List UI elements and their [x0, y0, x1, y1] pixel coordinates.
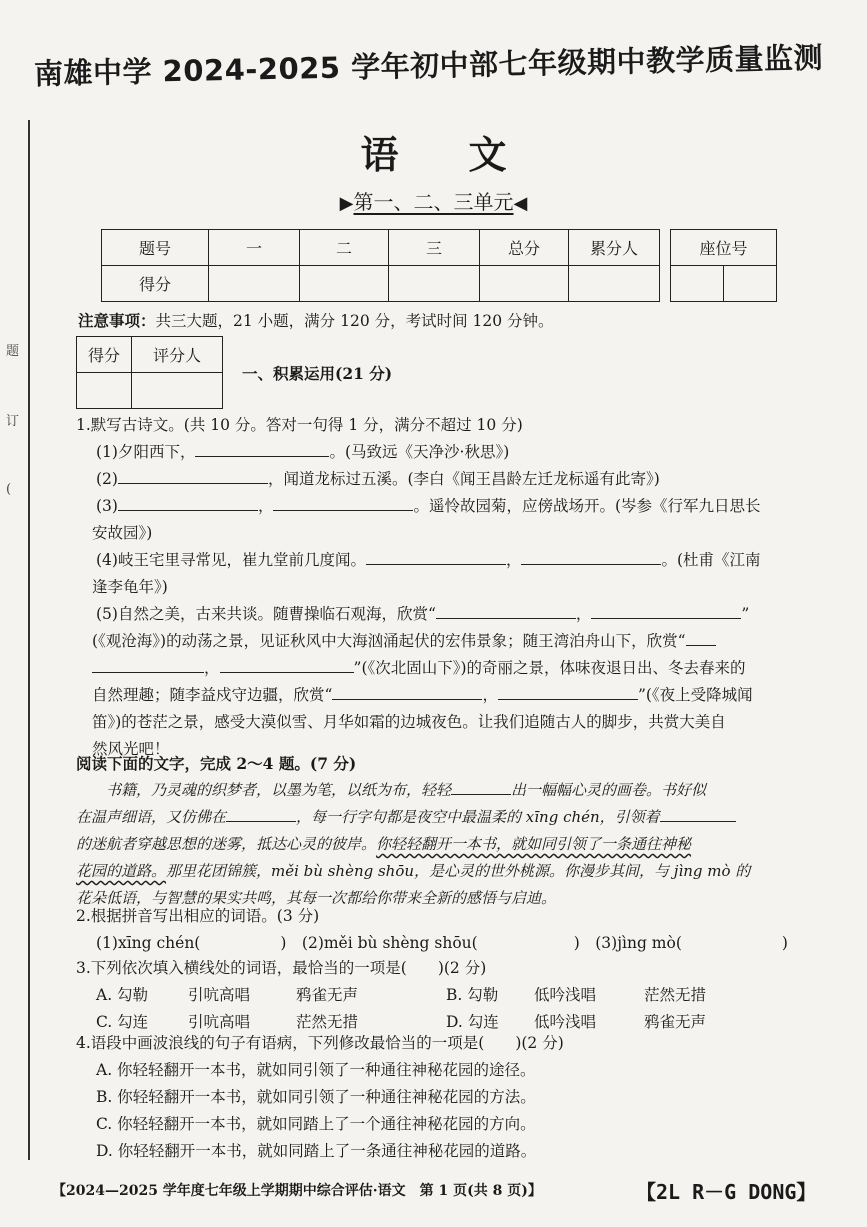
grader-score-label: 得分	[77, 337, 132, 373]
score-cell[interactable]	[209, 266, 300, 302]
q1-item-4: (4)岐王宅里寻常见，崔九堂前几度闻。 ， 。(杜甫《江南	[96, 551, 761, 569]
q1-item-5-l2: (《观沧海》)的动荡之景，见证秋风中大海汹涌起伏的宏伟景象；随王湾泊舟山下，欣赏“	[76, 628, 802, 655]
q2-stem: 2.根据拼音写出相应的词语。(3 分)	[76, 907, 320, 925]
reading-stem: 阅读下面的文字，完成 2～4 题。(7 分)	[76, 754, 357, 773]
q1-item-5-l3: ， ”(《次北固山下》)的奇丽之景，体味夜退日出、冬去春来的	[76, 655, 802, 682]
passage-line-5: 花朵低语，与智慧的果实共鸣，其每一次都给你带来全新的感悟与启迪。	[76, 889, 557, 907]
footer-code: 【2L R－G DONG】	[636, 1180, 817, 1204]
units-line	[0, 186, 867, 215]
option-d-idiom1: 低吟浅唱	[534, 1013, 597, 1031]
grader-table	[76, 336, 223, 409]
notice-label: 注意事项：	[78, 311, 156, 330]
answer-blank[interactable]	[273, 495, 413, 511]
page-footer: 【2024—2025 学年度七年级上学期期中综合评估·语文 第 1 页(共 8 页)】	[52, 1183, 542, 1199]
score-header-cell: 总分	[480, 230, 569, 266]
score-table	[101, 229, 660, 302]
answer-blank[interactable]	[195, 441, 329, 457]
option-d-idiom2: 鸦雀无声	[644, 1013, 707, 1031]
question-1	[76, 412, 802, 763]
q1-item-4-cont: 逢李龟年》)	[92, 578, 168, 596]
answer-blank[interactable]	[686, 630, 716, 646]
q4-option-a[interactable]: A. 你轻轻翻开一本书，就如同引领了一种通往神秘花园的途径。	[96, 1061, 536, 1079]
question-4	[76, 1030, 802, 1165]
option-d-word[interactable]: D. 勾连	[446, 1013, 499, 1031]
seat-cell[interactable]	[671, 266, 724, 302]
score-row-label: 得分	[102, 266, 209, 302]
q1-item-5-l6: 然风光吧！	[92, 740, 170, 758]
seat-table	[670, 229, 777, 302]
score-cell[interactable]	[480, 266, 569, 302]
answer-blank[interactable]	[366, 549, 506, 565]
score-cell[interactable]	[569, 266, 660, 302]
binding-line	[28, 120, 30, 1160]
passage-line-1: 书籍，乃灵魂的织梦者，以墨为笔，以纸为布，轻轻 出一幅幅心灵的画卷。书好似	[106, 781, 707, 799]
answer-blank[interactable]	[118, 468, 268, 484]
answer-blank[interactable]	[498, 684, 638, 700]
q1-stem: 1.默写古诗文。(共 10 分。答对一句得 1 分，满分不超过 10 分)	[76, 416, 523, 434]
grader-name-label: 评分人	[132, 337, 223, 373]
answer-blank[interactable]	[451, 779, 511, 795]
grader-score-cell[interactable]	[77, 373, 132, 409]
passage-line-3: 的迷航者穿越思想的迷雾，抵达心灵的彼岸。你轻轻翻开一本书，就如同引领了一条通往神秘	[76, 835, 692, 853]
grader-name-cell[interactable]	[132, 373, 223, 409]
score-cell[interactable]	[389, 266, 480, 302]
score-header-cell: 题号	[102, 230, 209, 266]
q4-option-d[interactable]: D. 你轻轻翻开一本书，就如同踏上了一条通往神秘花园的道路。	[96, 1142, 537, 1160]
seat-label: 座位号	[671, 230, 777, 266]
answer-blank[interactable]	[118, 495, 258, 511]
answer-blank[interactable]	[660, 806, 736, 822]
wavy-sentence: 你轻轻翻开一本书，就如同引领了一条通往神秘	[376, 835, 692, 853]
q4-option-c[interactable]: C. 你轻轻翻开一本书，就如同踏上了一个通往神秘花园的方向。	[96, 1115, 536, 1133]
triangle-right-icon: ▶	[339, 193, 354, 214]
q3-options-row-1	[76, 982, 802, 1009]
score-header-cell: 二	[300, 230, 389, 266]
passage-line-4: 花园的道路。那里花团锦簇，měi bù shèng shōu，是心灵的世外桃源。你漫步其间，与 jìng mò 的	[76, 862, 751, 880]
answer-blank[interactable]	[220, 657, 354, 673]
notice	[78, 309, 554, 331]
question-2	[76, 903, 802, 957]
margin-mark-2: 订	[6, 414, 20, 429]
answer-blank[interactable]	[591, 603, 741, 619]
question-3	[76, 955, 802, 1036]
q2-answers: (1)xīng chén( ) (2)měi bù shèng shōu( ) (3)jìng mò( )	[96, 934, 788, 952]
q4-stem: 4.语段中画波浪线的句子有语病，下列修改最恰当的一项是( )(2 分)	[76, 1034, 564, 1052]
option-b-idiom2: 茫然无措	[644, 986, 707, 1004]
reading-passage	[76, 750, 802, 912]
q4-option-b[interactable]: B. 你轻轻翻开一本书，就如同引领了一种通往神秘花园的方法。	[96, 1088, 536, 1106]
option-b-idiom1: 低吟浅唱	[534, 986, 597, 1004]
q1-item-5: (5)自然之美，古来共谈。随曹操临石观海，欣赏“ ， ”	[96, 605, 750, 623]
option-a-idiom2: 鸦雀无声	[296, 986, 359, 1004]
margin-mark-1: 题	[6, 344, 20, 359]
option-a-idiom1: 引吭高唱	[188, 986, 251, 1004]
q1-item-2: (2) ，闻道龙标过五溪。(李白《闻王昌龄左迁龙标遥有此寄》)	[96, 470, 660, 488]
section-title: 一、积累运用(21 分)	[242, 364, 393, 383]
answer-blank[interactable]	[226, 806, 296, 822]
option-b-word[interactable]: B. 勾勒	[446, 986, 499, 1004]
q1-item-3: (3) ， 。遥怜故园菊，应傍战场开。(岑参《行军九日思长	[96, 497, 761, 515]
score-header-cell: 三	[389, 230, 480, 266]
wavy-sentence-end: 花园的道路。	[76, 862, 167, 880]
score-header-cell: 累分人	[569, 230, 660, 266]
q3-stem: 3.下列依次填入横线处的词语，最恰当的一项是( )(2 分)	[76, 959, 487, 977]
triangle-left-icon: ◀	[513, 193, 528, 214]
units-label: 第一、二、三单元	[353, 190, 514, 214]
subject-title: 语文	[360, 132, 577, 177]
q1-item-3-cont: 安故园》)	[92, 524, 153, 542]
answer-blank[interactable]	[436, 603, 576, 619]
score-cell[interactable]	[300, 266, 389, 302]
q1-item-5-l5: 笛》)的苍茫之景，感受大漠似雪、月华如霜的边城夜色。让我们追随古人的脚步，共赏大美自	[92, 713, 726, 731]
answer-blank[interactable]	[92, 657, 204, 673]
passage-line-2: 在温声细语，又仿佛在 ，每一行字句都是夜空中最温柔的 xīng chén，引领着	[76, 804, 802, 831]
q1-item-5-l4: 自然理趣；随李益戍守边疆，欣赏“ ， ”(《夜上受降城闻	[92, 686, 753, 704]
option-a-word[interactable]: A. 勾勒	[96, 986, 149, 1004]
seat-cell[interactable]	[724, 266, 777, 302]
exam-title: 南雄中学 2024-2025 学年初中部七年级期中教学质量监测	[33, 40, 824, 91]
score-header-cell: 一	[209, 230, 300, 266]
answer-blank[interactable]	[521, 549, 661, 565]
option-c-idiom2: 茫然无措	[296, 1013, 359, 1031]
notice-text: 共三大题，21 小题，满分 120 分，考试时间 120 分钟。	[155, 312, 554, 330]
answer-blank[interactable]	[332, 684, 482, 700]
margin-mark-3: (	[6, 482, 12, 497]
q1-item-1: (1)夕阳西下， 。(马致远《天净沙·秋思》)	[96, 443, 510, 461]
option-c-idiom1: 引吭高唱	[188, 1013, 251, 1031]
option-c-word[interactable]: C. 勾连	[96, 1013, 149, 1031]
